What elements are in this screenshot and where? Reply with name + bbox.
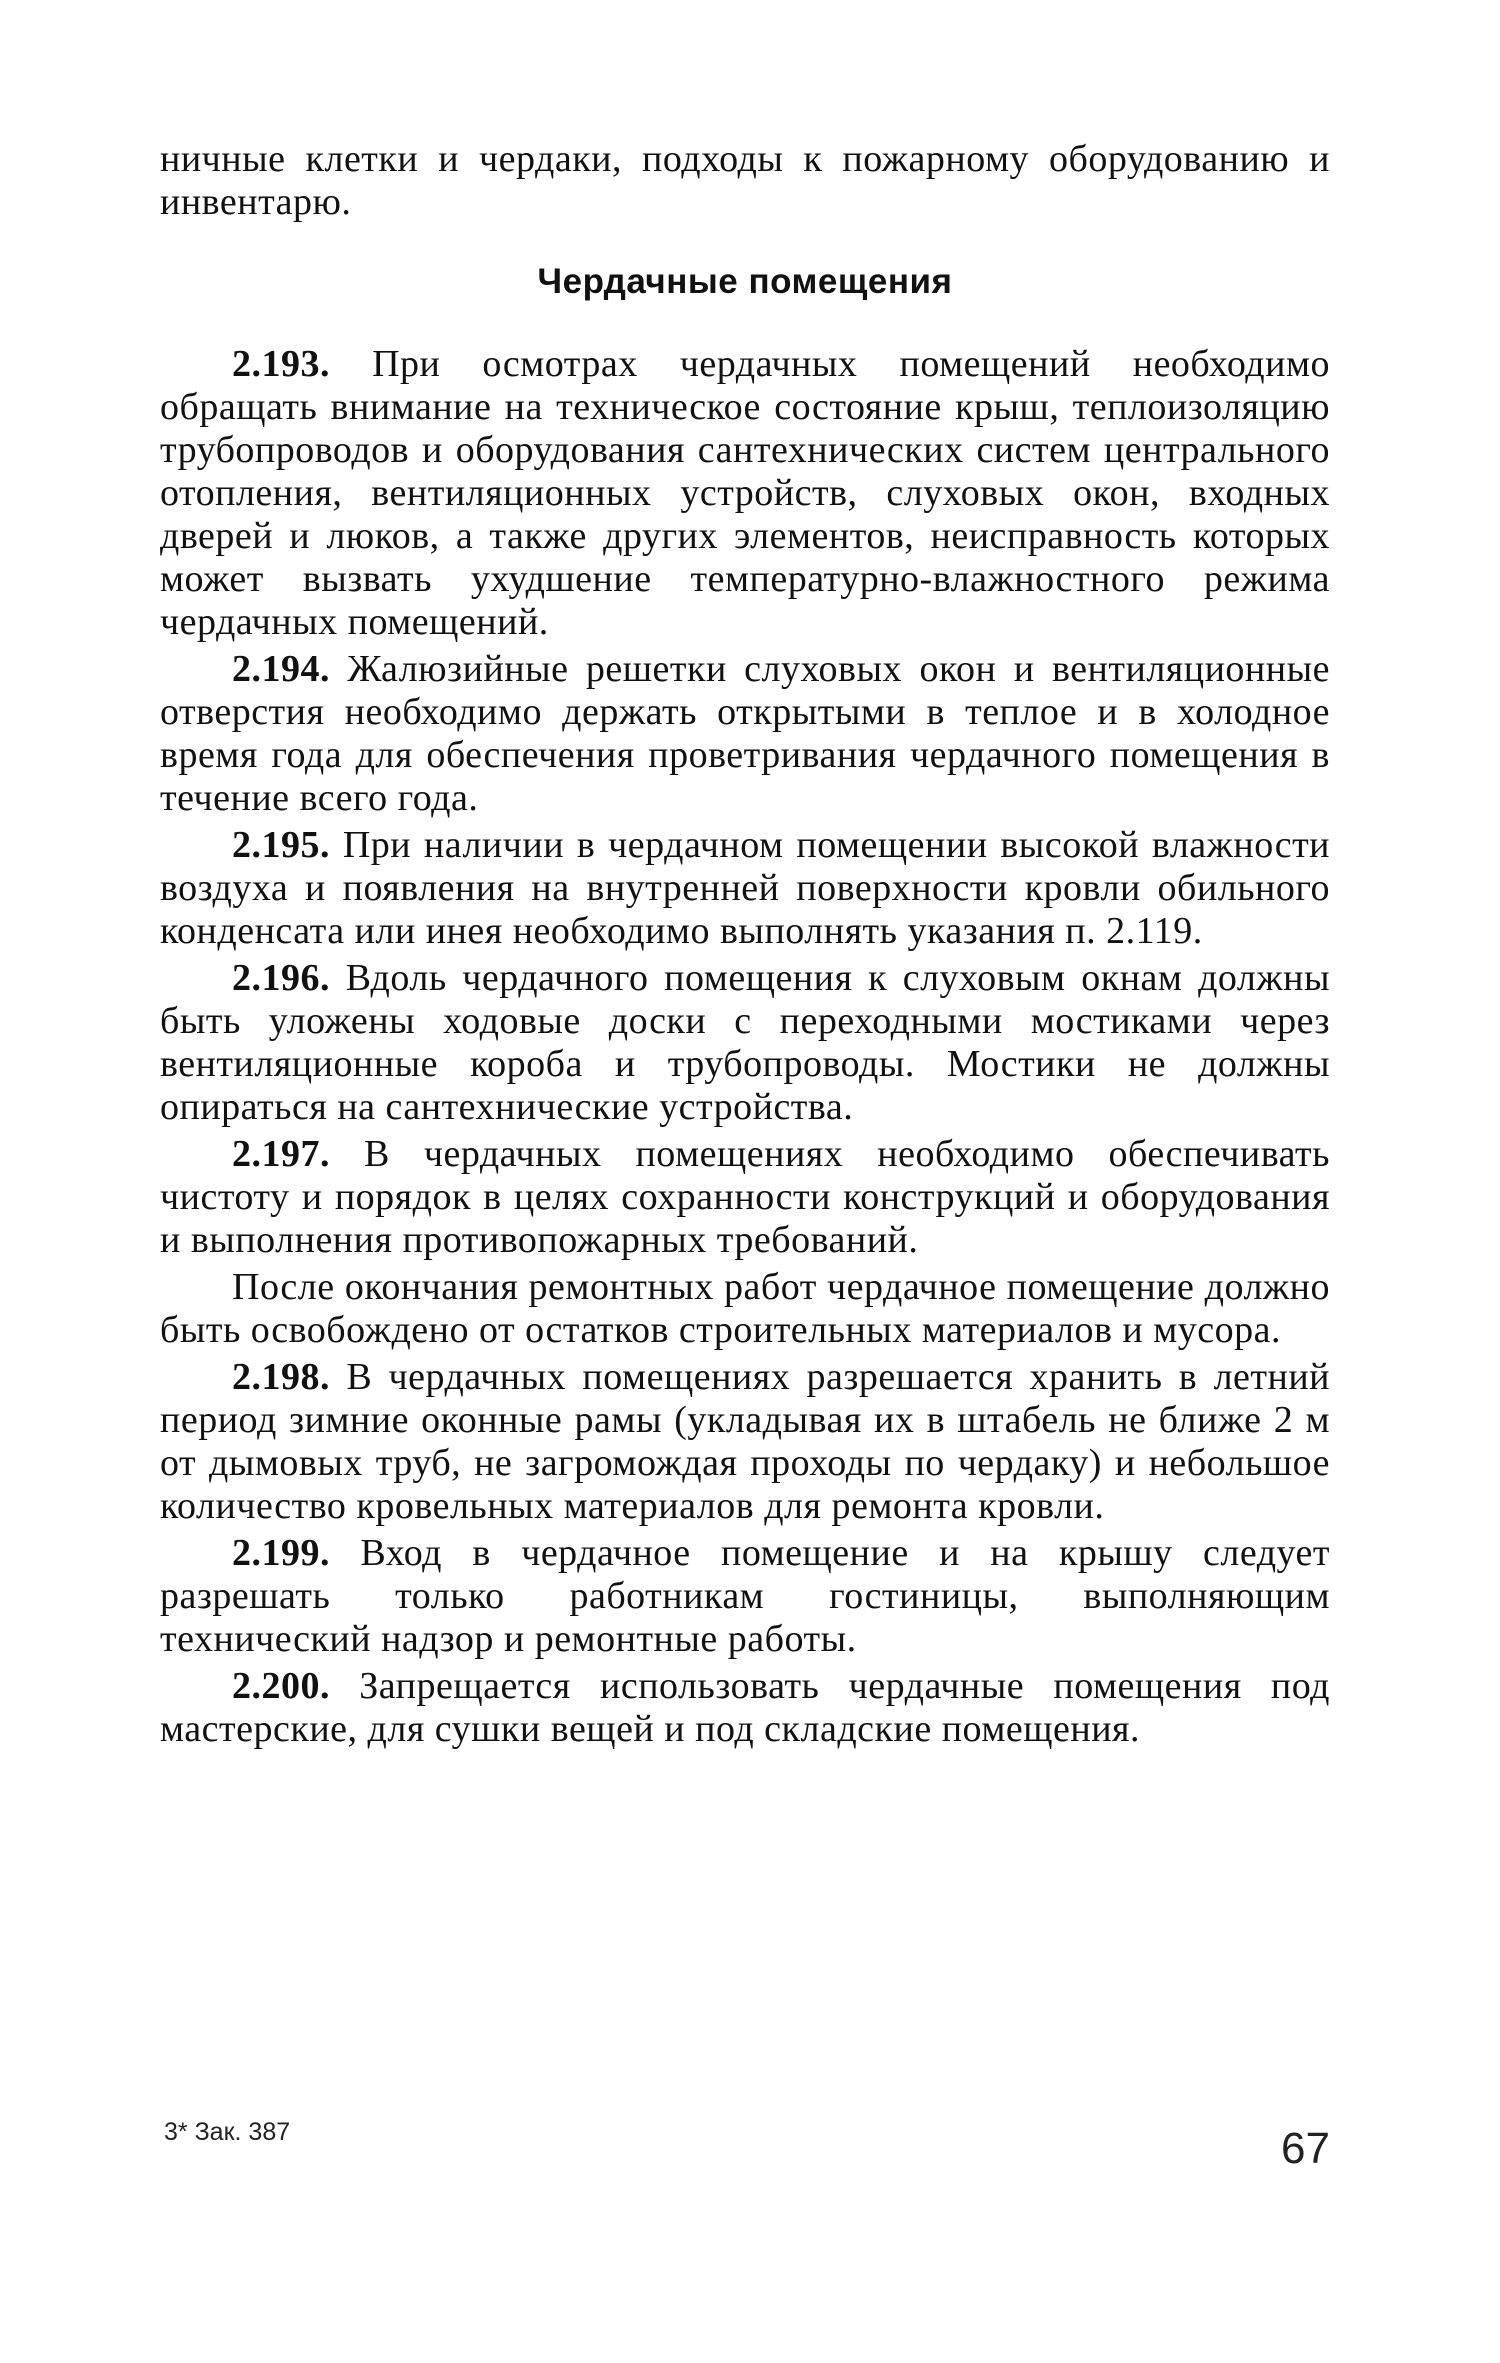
paragraph-2-194 [160, 648, 1330, 820]
paragraph-2-197 [160, 1133, 1330, 1262]
paragraph-after-repair [160, 1266, 1330, 1352]
page-body [160, 138, 1330, 1751]
printer-order-mark: 3* Зак. 387 [164, 2118, 291, 2146]
paragraph-text: Запрещается использовать чердачные помещения под мастерские, для сушки вещей и под складские помещения. [160, 1665, 1330, 1750]
paragraph-text: Жалюзийные решетки слуховых окон и вентиляционные отверстия необходимо держать открытыми в теплое и в холодное время года для обеспечения проветривания чердачного помещения в течение всего года. [160, 648, 1330, 819]
paragraph-number: 2.196. [232, 957, 330, 999]
paragraph-2-199 [160, 1532, 1330, 1661]
paragraph-2-193 [160, 343, 1330, 644]
paragraph-text: В чердачных помещениях разрешается хранить в летний период зимние оконные рамы (укладывая их в штабель не ближе 2 м от дымовых труб, не загромождая проходы по чердаку) и небольшое количество кровельных материалов для ремонта кровли. [160, 1356, 1331, 1527]
paragraph-number: 2.194. [232, 648, 330, 690]
paragraph-text: При осмотрах чердачных помещений необходимо обращать внимание на техническое состояние крыш, теплоизоляцию трубопроводов и оборудования сантехнических систем центрального отопления, вентиляционных устройств, слуховых окон, входных дверей и люков, а также других элементов, неисправность которых может вызвать ухудшение температурно-влажностного режима чердачных помещений. [160, 343, 1330, 643]
paragraph-text: Вход в чердачное помещение и на крышу следует разрешать только работникам гостиницы, выполняющим технический надзор и ремонтные работы. [160, 1532, 1330, 1660]
paragraph-number: 2.200. [232, 1665, 330, 1707]
paragraph-2-196 [160, 957, 1330, 1129]
paragraph-number: 2.197. [232, 1133, 330, 1175]
paragraph-text: После окончания ремонтных работ чердачное помещение должно быть освобождено от остатков строительных материалов и мусора. [160, 1266, 1330, 1351]
paragraph-text: Вдоль чердачного помещения к слуховым окнам должны быть уложены ходовые доски с переходными мостиками через вентиляционные короба и трубопроводы. Мостики не должны опираться на сантехнические устройства. [160, 957, 1330, 1128]
continuation-text: ничные клетки и чердаки, подходы к пожарному оборудованию и инвентарю. [160, 138, 1330, 223]
paragraph-text: В чердачных помещениях необходимо обеспечивать чистоту и порядок в целях сохранности конструкций и оборудования и выполнения противопожарных требований. [160, 1133, 1330, 1261]
paragraph-number: 2.193. [232, 343, 330, 385]
paragraph-2-198 [160, 1356, 1330, 1528]
paragraph-2-200 [160, 1665, 1330, 1751]
paragraph-number: 2.199. [232, 1532, 330, 1574]
paragraph-text: При наличии в чердачном помещении высокой влажности воздуха и появления на внутренней поверхности кровли обильного конденсата или инея необходимо выполнять указания п. 2.119. [160, 824, 1331, 952]
page-number: 67 [1281, 2124, 1330, 2173]
paragraph-number: 2.198. [232, 1356, 330, 1398]
section-title: Чердачные помещения [537, 262, 953, 301]
page-footer [160, 2118, 1330, 2178]
paragraph-number: 2.195. [232, 824, 330, 866]
paragraph-2-195 [160, 824, 1330, 953]
